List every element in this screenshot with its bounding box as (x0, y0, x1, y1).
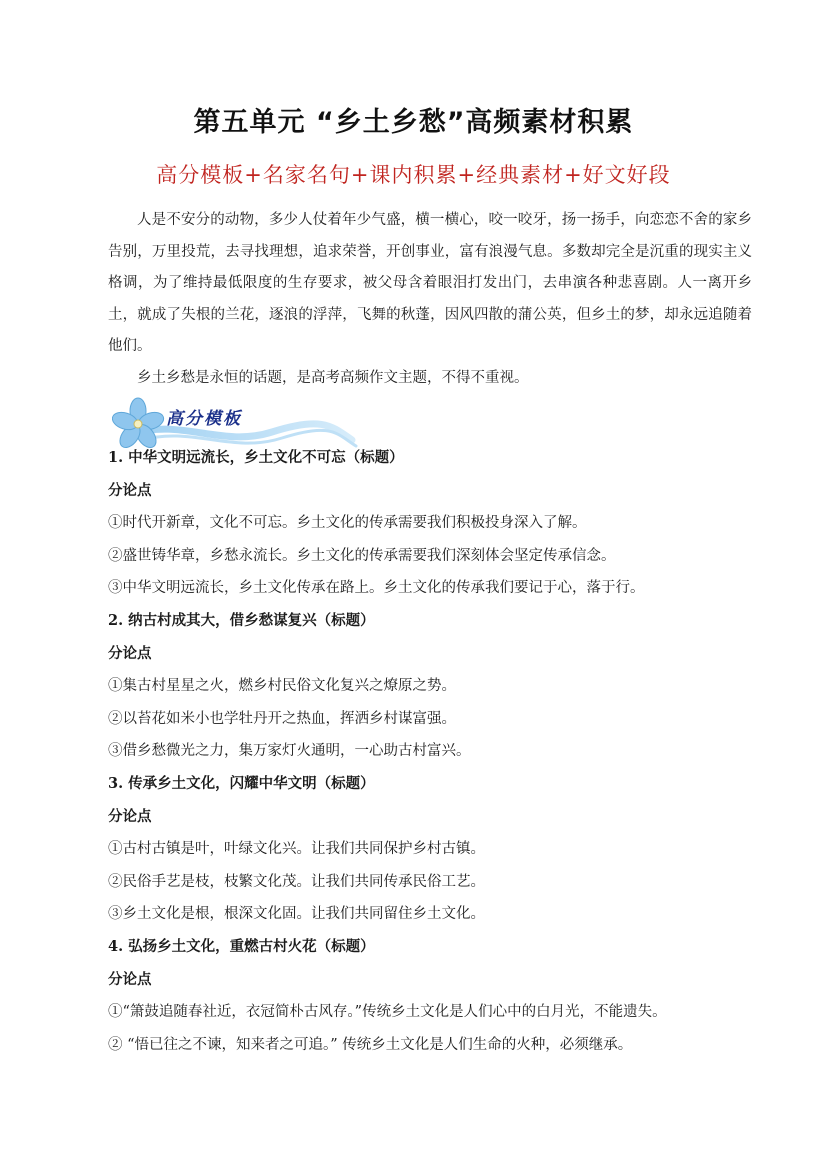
section-heading: 2. 纳古村成其大，借乡愁谋复兴（标题） (108, 611, 375, 629)
point-item: ③中华文明远流长，乡土文化传承在路上。乡土文化的传承我们要记于心，落于行。 (108, 580, 645, 597)
point-item: ①古村古镇是叶，叶绿文化兴。让我们共同保护乡村古镇。 (108, 841, 485, 858)
point-item: ②以苔花如米小也学牡丹开之热血，挥洒乡村谋富强。 (108, 710, 456, 727)
section-heading: 3. 传承乡土文化，闪耀中华文明（标题） (108, 774, 375, 792)
section-heading: 4. 弘扬乡土文化，重燃古村火花（标题） (108, 937, 375, 955)
point-item: ② “悟已往之不谏，知来者之可追。” 传统乡土文化是人们生命的火种，必须继承。 (108, 1036, 633, 1053)
point-item: ②盛世铸华章，乡愁永流长。乡土文化的传承需要我们深刻体会坚定传承信念。 (108, 547, 616, 564)
point-item: ①时代开新章，文化不可忘。乡土文化的传承需要我们积极投身深入了解。 (108, 515, 587, 532)
point-item: ①“箫鼓追随春社近，衣冠简朴古风存。”传统乡土文化是人们心中的白月光，不能遗失。 (108, 1004, 667, 1021)
point-item: ③借乡愁微光之力，集万家灯火通明，一心助古村富兴。 (108, 743, 471, 760)
point-item: ②民俗手艺是枝，枝繁文化茂。让我们共同传承民俗工艺。 (108, 873, 485, 890)
page-title: 第五单元 “乡土乡愁”高频素材积累 (193, 107, 634, 138)
template-list (108, 442, 758, 1061)
section-subheading: 分论点 (108, 481, 152, 499)
intro-text (108, 205, 752, 394)
point-item: ③乡土文化是根，根深文化固。让我们共同留住乡土文化。 (108, 906, 485, 923)
intro-paragraph: 乡土乡愁是永恒的话题，是高考高频作文主题，不得不重视。 (137, 369, 529, 386)
section-subheading: 分论点 (108, 970, 152, 988)
page-subtitle: 高分模板+名家名句+课内积累+经典素材+好文好段 (156, 163, 671, 187)
intro-paragraph: 人是不安分的动物，多少人仗着年少气盛，横一横心，咬一咬牙，扬一扬手，向恋恋不舍的家乡告别，万里投荒，去寻找理想，追求荣誉，开创事业，富有浪漫气息。多数却完全是沉重的现实主义格调，为了维持最低限度的生存要求，被父母含着眼泪打发出门，去串演各种悲喜剧。人一离开乡土，就成了失根的兰花，逐浪的浮萍，飞舞的秋蓬，因风四散的蒲公英，但乡土的梦，却永远追随着他们。 (108, 212, 752, 354)
section-subheading: 分论点 (108, 807, 152, 825)
section-subheading: 分论点 (108, 644, 152, 662)
point-item: ①集古村星星之火，燃乡村民俗文化复兴之燎原之势。 (108, 678, 456, 695)
banner-label: 高分模板 (166, 409, 242, 429)
section-heading: 1. 中华文明远流长，乡土文化不可忘（标题） (108, 449, 404, 466)
